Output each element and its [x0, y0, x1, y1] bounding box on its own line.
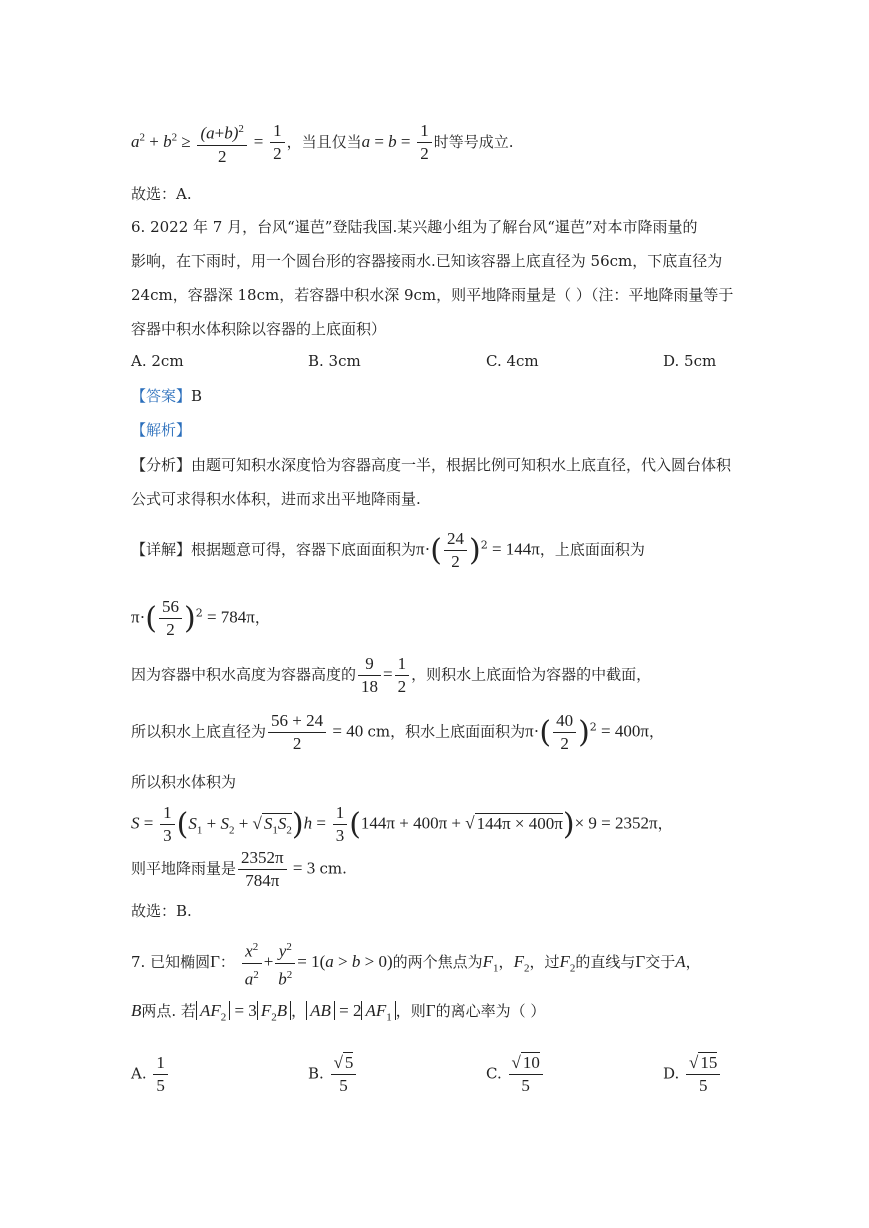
q6-stem-1: 6. 2022 年 7 月，台风“暹芭”登陆我国.某兴趣小组为了解台风“暹芭”对本市降雨量的 — [131, 218, 698, 236]
q5-choice: 故选：A. — [131, 185, 192, 203]
q7-option-c: C. $\frac{√ 10}{5}$ — [486, 1052, 545, 1097]
q7-option-a: A. $\frac{1}{5}$ — [131, 1052, 170, 1097]
analysis-tag: 【解析】 — [131, 421, 192, 439]
q6-option-b: B. 3cm — [308, 352, 361, 370]
q7-option-d: D. $\frac{√ 15}{5}$ — [663, 1052, 722, 1097]
q6-rain-line: 则平地降雨量是 $\frac{2352\pi}{784\pi}$ = 3 cm. — [131, 848, 347, 890]
answer-tag: 【答案】 — [131, 387, 192, 405]
q7-option-b: B. $\frac{√ 5}{5}$ — [308, 1052, 358, 1097]
q6-fenxi-1: 【分析】由题可知积水深度恰为容器高度一半，根据比例可知积水上底直径，代入圆台体积 — [131, 456, 732, 474]
q6-option-c: C. 4cm — [486, 352, 539, 370]
q6-stem-3: 24cm，容器深 18cm，若容器中积水深 9cm，则平地降雨量是（ ）（注：平地降雨量等于 — [131, 286, 734, 304]
answer-value: B — [191, 387, 203, 405]
q6-stem-2: 影响，在下雨时，用一个圆台形的容器接雨水.已知该容器上底直径为 56cm，下底直径为 — [131, 252, 723, 270]
q6-option-d: D. 5cm — [663, 352, 717, 370]
q7-stem-2: B两点. 若 $AF_2 = 3$ $F_2B$ ， AB = 2 $AF_1$ ，则Γ的离心率为（ ） — [131, 1001, 546, 1024]
q6-diameter-line: 所以积水上底直径为 $\frac{56 + 24}{2}$ = 40 cm，积水上底面面积为π·( $\frac{40}{2}$ )$^2$ = 400π， — [131, 711, 664, 753]
q7-stem-1: 7. 已知椭圆Γ： $\frac{x^2}{a^2}$ + $\frac{y^2}{b^2}$ = 1(a > b > 0)的两个焦点为$F_1$，$F_2$，过$F_2$的直线与Γ交于A， — [131, 936, 701, 990]
q6-stem-4: 容器中积水体积除以容器的上底面积） — [131, 320, 387, 338]
q6-upper-area-line: π·( $\frac{56}{2}$ )$^2$ = 784π， — [131, 597, 270, 639]
q6-xiangjie-line: 【详解】根据题意可得，容器下底面面积为π·( $\frac{24}{2}$ )$^2$ = 144π，上底面面积为 — [131, 529, 645, 571]
q6-volume-formula: S = $\frac{1}{3}$ ($S_1 + S_2$ + √ $S_1S_2)h$ = $\frac{1}{3}$ (144π + 400π + √ 144π × 400π)× 9 = 2352π， — [131, 803, 673, 845]
q6-volume-label: 所以积水体积为 — [131, 773, 237, 791]
q6-fenxi-2: 公式可求得积水体积，进而求出平地降雨量. — [131, 490, 421, 508]
q6-choice: 故选：B. — [131, 902, 192, 920]
inequality-line: $a^2 + b^2$ ≥ $\frac{(a+b)^2}{2}$ = $\frac{1}{2}$ ，当且仅当a = b = $\frac{1}{2}$ 时等号成立. — [131, 118, 514, 168]
q6-answer — [131, 385, 202, 406]
q6-ratio-line: 因为容器中积水高度为容器高度的 $\frac{9}{18}$ = $\frac{1}{2}$ ，则积水上底面恰为容器的中截面， — [131, 654, 652, 696]
q6-option-a: A. 2cm — [131, 352, 184, 370]
